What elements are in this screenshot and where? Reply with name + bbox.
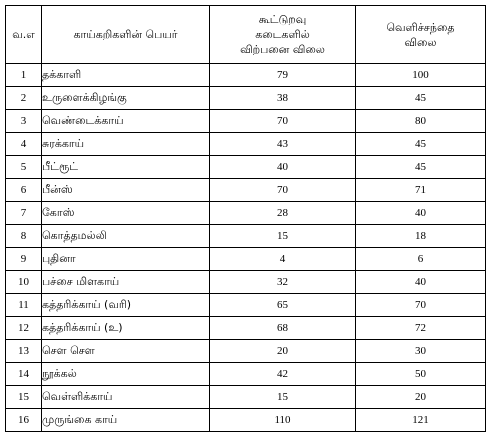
serial-number-cell: 4: [6, 133, 42, 156]
table-row: [6, 179, 486, 202]
open-market-price-cell: 18: [356, 225, 486, 248]
serial-number-cell: 1: [6, 64, 42, 87]
open-market-price-cell: 50: [356, 363, 486, 386]
vegetable-name-cell: உருளைக்கிழங்கு: [42, 87, 210, 110]
open-market-price-cell: 45: [356, 87, 486, 110]
vegetable-name-cell: கத்தரிக்காய் (உ): [42, 317, 210, 340]
header-open-line: விலை: [404, 35, 437, 49]
table-row: [6, 271, 486, 294]
cooperative-price-cell: 42: [210, 363, 356, 386]
table-row: [6, 363, 486, 386]
cooperative-price-cell: 68: [210, 317, 356, 340]
cooperative-price-cell: 15: [210, 386, 356, 409]
serial-number-cell: 7: [6, 202, 42, 225]
open-market-price-cell: 40: [356, 202, 486, 225]
serial-number-cell: 13: [6, 340, 42, 363]
table-row: [6, 409, 486, 432]
serial-number-cell: 9: [6, 248, 42, 271]
serial-number-cell: 11: [6, 294, 42, 317]
serial-number-cell: 5: [6, 156, 42, 179]
vegetable-name-cell: பச்சை மிளகாய்: [42, 271, 210, 294]
header-open-line: வெளிச்சந்தை: [386, 20, 455, 34]
table-row: [6, 386, 486, 409]
vegetable-name-cell: பீட்ரூட்: [42, 156, 210, 179]
serial-number-cell: 2: [6, 87, 42, 110]
header-row: [6, 6, 486, 64]
cooperative-price-cell: 15: [210, 225, 356, 248]
vegetable-name-cell: முருங்கை காய்: [42, 409, 210, 432]
header-coop-line: கடைகளில்: [255, 28, 310, 41]
table-row: [6, 248, 486, 271]
cooperative-price-cell: 40: [210, 156, 356, 179]
open-market-price-cell: 45: [356, 156, 486, 179]
table-row: [6, 317, 486, 340]
vegetable-name-cell: நூக்கல்: [42, 363, 210, 386]
open-market-price-cell: 70: [356, 294, 486, 317]
vegetable-name-cell: கொத்தமல்லி: [42, 225, 210, 248]
header-cooperative-price: [210, 6, 356, 64]
vegetable-price-table: [5, 5, 486, 432]
cooperative-price-cell: 70: [210, 179, 356, 202]
open-market-price-cell: 80: [356, 110, 486, 133]
header-serial: வ.எ: [6, 6, 42, 64]
open-market-price-cell: 121: [356, 409, 486, 432]
vegetable-name-cell: கோஸ்: [42, 202, 210, 225]
open-market-price-cell: 45: [356, 133, 486, 156]
open-market-price-cell: 40: [356, 271, 486, 294]
table-header: [6, 6, 486, 64]
serial-number-cell: 8: [6, 225, 42, 248]
cooperative-price-cell: 110: [210, 409, 356, 432]
serial-number-cell: 16: [6, 409, 42, 432]
cooperative-price-cell: 79: [210, 64, 356, 87]
table-row: [6, 340, 486, 363]
open-market-price-cell: 6: [356, 248, 486, 271]
serial-number-cell: 3: [6, 110, 42, 133]
vegetable-name-cell: பீன்ஸ்: [42, 179, 210, 202]
table-body: [6, 64, 486, 432]
cooperative-price-cell: 38: [210, 87, 356, 110]
header-coop-line: விற்பனை விலை: [240, 43, 325, 56]
table-row: [6, 225, 486, 248]
open-market-price-cell: 100: [356, 64, 486, 87]
table-row: [6, 64, 486, 87]
cooperative-price-cell: 28: [210, 202, 356, 225]
header-coop-line: கூட்டுறவு: [258, 13, 307, 26]
cooperative-price-cell: 65: [210, 294, 356, 317]
serial-number-cell: 6: [6, 179, 42, 202]
open-market-price-cell: 30: [356, 340, 486, 363]
cooperative-price-cell: 4: [210, 248, 356, 271]
cooperative-price-cell: 20: [210, 340, 356, 363]
vegetable-name-cell: வெண்டைக்காய்: [42, 110, 210, 133]
header-vegetable-name: காய்கறிகளின் பெயர்: [42, 6, 210, 64]
table-row: [6, 110, 486, 133]
vegetable-name-cell: வெள்ளிக்காய்: [42, 386, 210, 409]
cooperative-price-cell: 32: [210, 271, 356, 294]
serial-number-cell: 14: [6, 363, 42, 386]
serial-number-cell: 12: [6, 317, 42, 340]
vegetable-name-cell: கத்தரிக்காய் (வரி): [42, 294, 210, 317]
vegetable-name-cell: சௌ சௌ: [42, 340, 210, 363]
table-row: [6, 133, 486, 156]
table-row: [6, 202, 486, 225]
vegetable-name-cell: சுரக்காய்: [42, 133, 210, 156]
open-market-price-cell: 71: [356, 179, 486, 202]
table-row: [6, 294, 486, 317]
table-row: [6, 156, 486, 179]
header-open-market-price: [356, 6, 486, 64]
vegetable-name-cell: புதினா: [42, 248, 210, 271]
vegetable-name-cell: தக்காளி: [42, 64, 210, 87]
serial-number-cell: 10: [6, 271, 42, 294]
serial-number-cell: 15: [6, 386, 42, 409]
cooperative-price-cell: 70: [210, 110, 356, 133]
open-market-price-cell: 20: [356, 386, 486, 409]
open-market-price-cell: 72: [356, 317, 486, 340]
cooperative-price-cell: 43: [210, 133, 356, 156]
table-row: [6, 87, 486, 110]
